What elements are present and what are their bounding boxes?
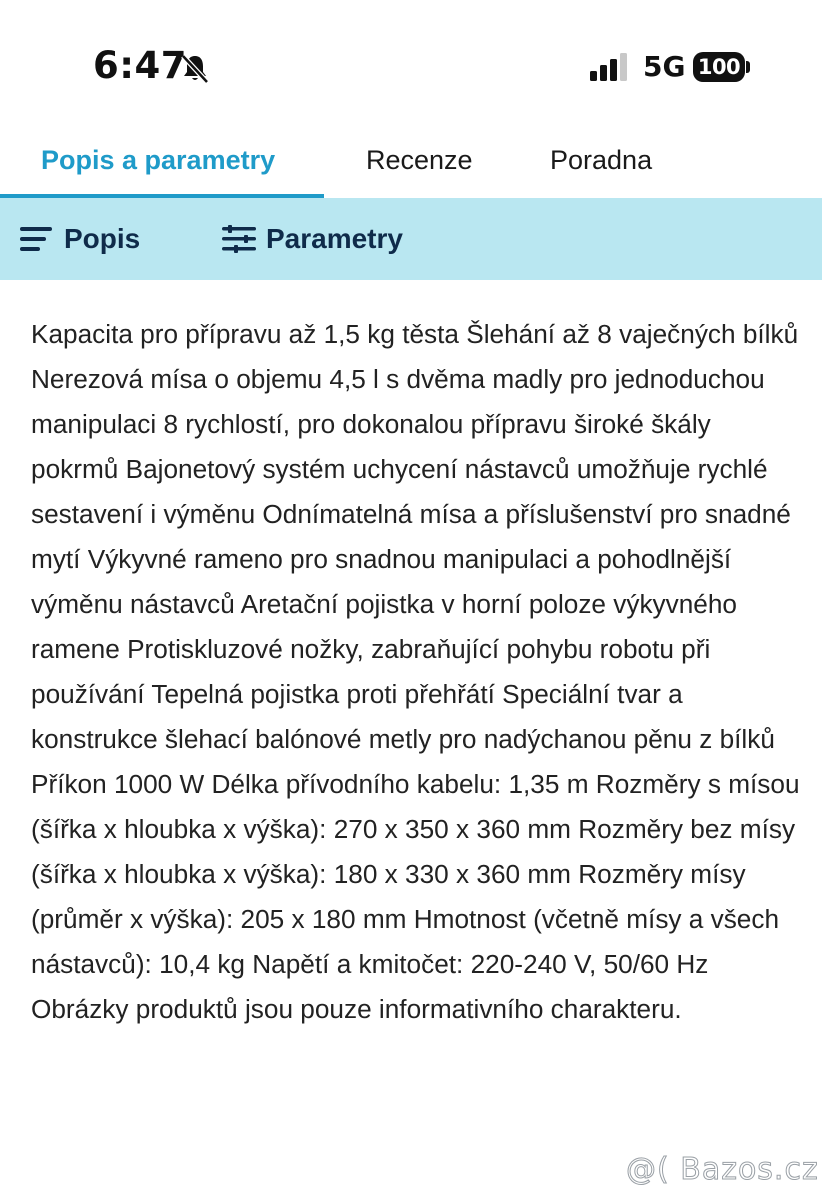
tab-recenze[interactable]: Recenze [366,145,473,175]
tab-popis-a-parametry[interactable]: Popis a parametry [41,145,276,175]
status-bar [0,0,822,130]
status-time: 6:47 [93,44,188,87]
tab-poradna[interactable]: Poradna [550,145,653,175]
product-tabs [0,130,822,198]
product-description [31,312,801,1032]
network-type: 5G [643,50,686,83]
sliders-icon [222,225,256,253]
signal-icon [590,53,630,81]
disclaimer-text: Obrázky produktů jsou pouze informativního charakteru. [31,994,682,1024]
section-subbar [0,198,822,280]
battery-level: 100 [697,55,741,79]
description-text: Kapacita pro přípravu až 1,5 kg těsta Šlehání až 8 vaječných bílků Nerezová mísa o objemu 4,5 l s dvěma madly pro jednoduchou manipulaci 8 rychlostí, pro dokonalou přípravu široké škály pokrmů Bajonetový systém uchycení nástavců umožňuje rychlé sestavení i výměnu Odnímatelná mísa a příslušenství pro snadné mytí Výkyvné rameno pro snadnou manipulaci a pohodlnější výměnu nástavců Aretační pojistka v horní poloze výkyvného ramene Protiskluzové nožky, zabraňující pohybu robotu při používání Tepelná pojistka proti přehřátí Speciální tvar a konstrukce šlehací balónové metly pro nadýchanou pěnu z bílků Příkon 1000 W Délka přívodního kabelu: 1,35 m Rozměry s mísou (šířka x hloubka x výška): 270 x 350 x 360 mm Rozměry bez mísy (šířka x hloubka x výška): 180 x 330 x 360 mm Rozměry mísy (průměr x výška): 205 x 180 mm Hmotnost (včetně mísy a všech nástavců): 10,4 kg Napětí a kmitočet: 220-240 V, 50/60 Hz [31,319,800,979]
battery-icon [693,52,745,82]
bazos-watermark: @( Bazos.cz [626,1152,819,1187]
subtab-parametry-label: Parametry [266,223,403,254]
menu-lines-icon [20,226,54,252]
subtab-popis-label: Popis [64,223,141,254]
subtab-popis[interactable] [20,198,140,280]
subtab-parametry[interactable] [222,198,403,280]
bell-slash-icon [179,52,211,84]
battery-cap [746,61,750,73]
